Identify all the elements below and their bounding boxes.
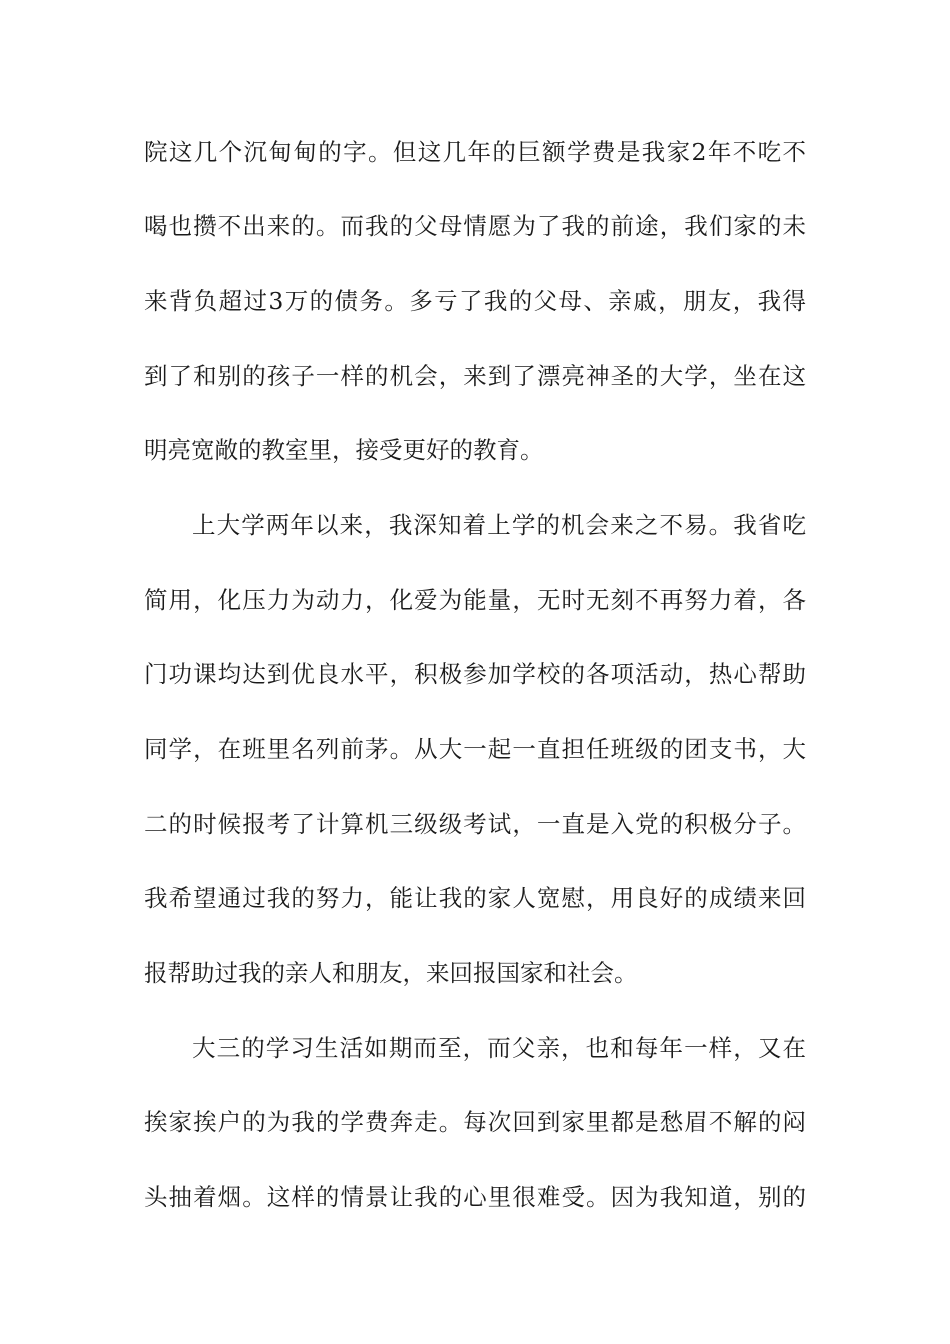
paragraph-line: 简用，化压力为动力，化爱为能量，无时无刻不再努力着，各 <box>144 586 806 614</box>
paragraph-line: 挨家挨户的为我的学费奔走。每次回到家里都是愁眉不解的闷 <box>144 1108 806 1136</box>
paragraph-line: 到了和别的孩子一样的机会，来到了漂亮神圣的大学，坐在这 <box>144 362 806 390</box>
paragraph-line: 同学，在班里名列前茅。从大一起一直担任班级的团支书，大 <box>144 735 806 763</box>
paragraph-line: 院这几个沉甸甸的字。但这几年的巨额学费是我家2年不吃不 <box>144 138 806 166</box>
paragraph-line: 明亮宽敞的教室里，接受更好的教育。 <box>144 436 544 464</box>
paragraph-line: 来背负超过3万的债务。多亏了我的父母、亲戚，朋友，我得 <box>144 287 806 315</box>
paragraph-line: 门功课均达到优良水平，积极参加学校的各项活动，热心帮助 <box>144 660 806 688</box>
paragraph-first-line: 大三的学习生活如期而至，而父亲，也和每年一样，又在 <box>192 1034 806 1062</box>
paragraph-line: 报帮助过我的亲人和朋友，来回报国家和社会。 <box>144 959 638 987</box>
paragraph-line: 我希望通过我的努力，能让我的家人宽慰，用良好的成绩来回 <box>144 884 806 912</box>
paragraph-line: 喝也攒不出来的。而我的父母情愿为了我的前途，我们家的未 <box>144 212 806 240</box>
paragraph-line: 二的时候报考了计算机三级级考试，一直是入党的积极分子。 <box>144 810 806 838</box>
paragraph-line: 头抽着烟。这样的情景让我的心里很难受。因为我知道，别的 <box>144 1183 806 1211</box>
paragraph-first-line: 上大学两年以来，我深知着上学的机会来之不易。我省吃 <box>192 511 806 539</box>
